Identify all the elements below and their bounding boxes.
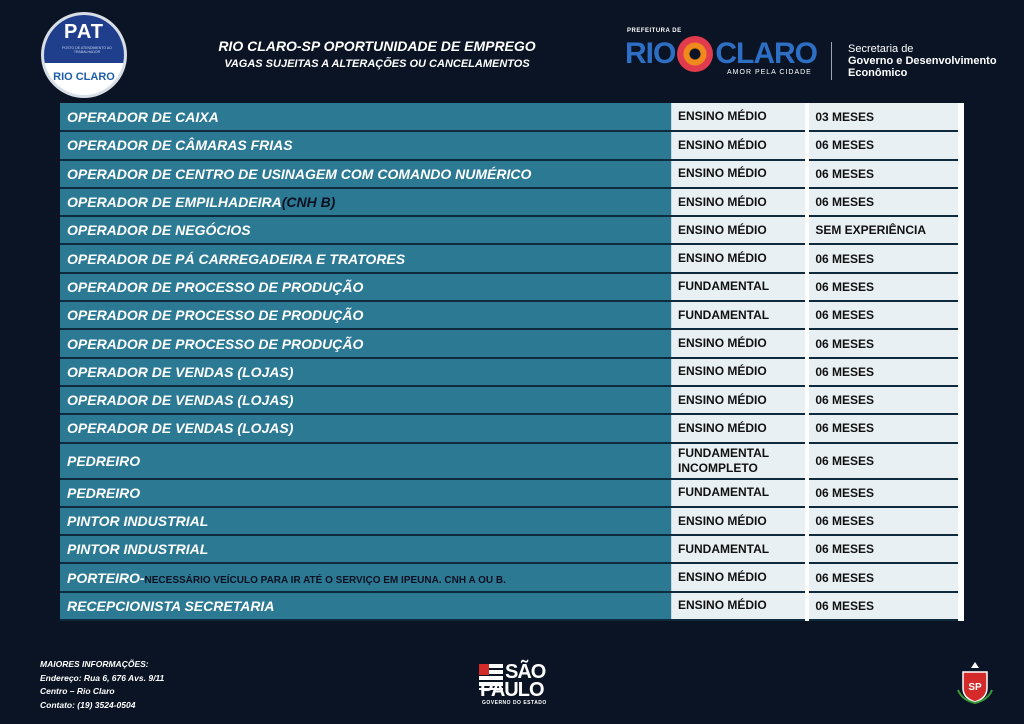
education-cell: FUNDAMENTAL — [672, 301, 808, 329]
table-row — [60, 244, 961, 272]
table-row — [60, 479, 961, 507]
table-row — [60, 131, 961, 159]
page-subtitle: VAGAS SUJEITAS A ALTERAÇÕES OU CANCELAMENTOS — [224, 58, 530, 70]
experience-cell: 06 MESES — [807, 244, 961, 272]
prefeitura-name — [625, 34, 817, 74]
location-pin-icon — [677, 36, 713, 72]
pat-badge-logo — [41, 12, 127, 98]
job-title-cell: RECEPCIONISTA SECRETARIA — [60, 592, 672, 620]
prefeitura-tagline: AMOR PELA CIDADE — [727, 69, 812, 76]
jobs-table — [60, 103, 964, 621]
svg-text:SP: SP — [968, 682, 982, 693]
job-title-cell: OPERADOR DE VENDAS (LOJAS) — [60, 386, 672, 414]
education-cell: ENSINO MÉDIO — [672, 216, 808, 244]
job-title-cell: OPERADOR DE PROCESSO DE PRODUÇÃO — [60, 329, 672, 357]
experience-cell: 06 MESES — [807, 188, 961, 216]
contact-phone: Contato: (19) 3524-0504 — [40, 699, 136, 710]
experience-cell: 06 MESES — [807, 160, 961, 188]
job-note: (CNH B) — [281, 194, 336, 211]
experience-cell: 06 MESES — [807, 358, 961, 386]
table-row — [60, 216, 961, 244]
job-title-cell: PEDREIRO — [60, 443, 672, 479]
page-title: RIO CLARO-SP OPORTUNIDADE DE EMPREGO — [218, 38, 536, 54]
table-row — [60, 358, 961, 386]
prefeitura-name-left: RIO — [625, 37, 676, 70]
table-row — [60, 160, 961, 188]
education-cell: ENSINO MÉDIO — [672, 188, 808, 216]
contact-district: Centro – Rio Claro — [40, 686, 115, 696]
table-row — [60, 414, 961, 442]
table-row — [60, 329, 961, 357]
secretaria-label: Secretaria de Governo e Desenvolvimento Econômico — [848, 43, 997, 79]
contact-info — [40, 658, 164, 712]
experience-cell: 06 MESES — [807, 535, 961, 563]
table-row — [60, 443, 961, 479]
job-note: NECESSÁRIO VEÍCULO PARA IR ATÉ O SERVIÇO EM IPEUNA. CNH A OU B. — [144, 574, 506, 586]
experience-cell: SEM EXPERIÊNCIA — [807, 216, 961, 244]
experience-cell: 06 MESES — [807, 507, 961, 535]
prefeitura-name-right: CLARO — [715, 37, 817, 70]
education-cell: FUNDAMENTAL — [672, 535, 808, 563]
experience-cell: 06 MESES — [807, 131, 961, 159]
education-cell: ENSINO MÉDIO — [672, 358, 808, 386]
education-cell: FUNDAMENTAL — [672, 273, 808, 301]
contact-address: Endereço: Rua 6, 676 Avs. 9/11 — [40, 672, 165, 683]
education-cell: FUNDAMENTAL INCOMPLETO — [672, 443, 808, 479]
experience-cell: 06 MESES — [807, 592, 961, 620]
education-cell: ENSINO MÉDIO — [672, 507, 808, 535]
contact-heading: MAIORES INFORMAÇÕES: — [40, 659, 149, 669]
table-row — [60, 386, 961, 414]
job-title-cell: OPERADOR DE VENDAS (LOJAS) — [60, 358, 672, 386]
education-cell: ENSINO MÉDIO — [672, 103, 808, 131]
table-row — [60, 563, 961, 591]
education-cell: ENSINO MÉDIO — [672, 592, 808, 620]
job-title-cell: PEDREIRO — [60, 479, 672, 507]
sao-paulo-government-logo: SÃO PAULO GOVERNO DO ESTADO — [480, 661, 547, 706]
state-coat-of-arms-icon — [956, 660, 994, 704]
experience-cell: 06 MESES — [807, 414, 961, 442]
experience-cell: 06 MESES — [807, 329, 961, 357]
experience-cell: 06 MESES — [807, 386, 961, 414]
experience-cell: 06 MESES — [807, 273, 961, 301]
experience-cell: 06 MESES — [807, 443, 961, 479]
table-row — [60, 103, 961, 131]
job-title-cell: PINTOR INDUSTRIAL — [60, 535, 672, 563]
experience-cell: 03 MESES — [807, 103, 961, 131]
table-row — [60, 301, 961, 329]
education-cell: ENSINO MÉDIO — [672, 244, 808, 272]
education-cell: ENSINO MÉDIO — [672, 329, 808, 357]
education-cell: ENSINO MÉDIO — [672, 131, 808, 159]
pat-badge-title: PAT — [63, 21, 105, 43]
table-row — [60, 273, 961, 301]
education-cell: ENSINO MÉDIO — [672, 414, 808, 442]
table-row — [60, 188, 961, 216]
job-title-cell: OPERADOR DE CÂMARAS FRIAS — [60, 131, 672, 159]
table-row — [60, 535, 961, 563]
job-title-cell: OPERADOR DE PROCESSO DE PRODUÇÃO — [60, 301, 672, 329]
job-title-cell: OPERADOR DE NEGÓCIOS — [60, 216, 672, 244]
job-title-cell: OPERADOR DE PROCESSO DE PRODUÇÃO — [60, 273, 672, 301]
table-row — [60, 592, 961, 620]
table-row — [60, 507, 961, 535]
job-title-cell: OPERADOR DE PÁ CARREGADEIRA E TRATORES — [60, 244, 672, 272]
experience-cell: 06 MESES — [807, 563, 961, 591]
education-cell: FUNDAMENTAL — [672, 479, 808, 507]
prefeitura-label: PREFEITURA DE — [627, 28, 682, 34]
job-title-cell: OPERADOR DE CAIXA — [60, 103, 672, 131]
job-title-cell: PINTOR INDUSTRIAL — [60, 507, 672, 535]
education-cell: ENSINO MÉDIO — [672, 386, 808, 414]
job-title-cell: OPERADOR DE CENTRO DE USINAGEM COM COMANDO NUMÉRICO — [60, 160, 672, 188]
education-cell: ENSINO MÉDIO — [672, 563, 808, 591]
job-title-cell: OPERADOR DE EMPILHADEIRA(CNH B) — [60, 188, 672, 216]
job-title-cell: OPERADOR DE VENDAS (LOJAS) — [60, 414, 672, 442]
job-title-cell: PORTEIRO-NECESSÁRIO VEÍCULO PARA IR ATÉ O SERVIÇO EM IPEUNA. CNH A OU B. — [60, 563, 672, 591]
experience-cell: 06 MESES — [807, 301, 961, 329]
education-cell: ENSINO MÉDIO — [672, 160, 808, 188]
pat-badge-subtitle: POSTO DE ATENDIMENTO AO TRABALHADOR — [62, 46, 112, 54]
experience-cell: 06 MESES — [807, 479, 961, 507]
logo-divider — [831, 42, 832, 80]
pat-badge-city: RIO CLARO — [53, 71, 115, 83]
